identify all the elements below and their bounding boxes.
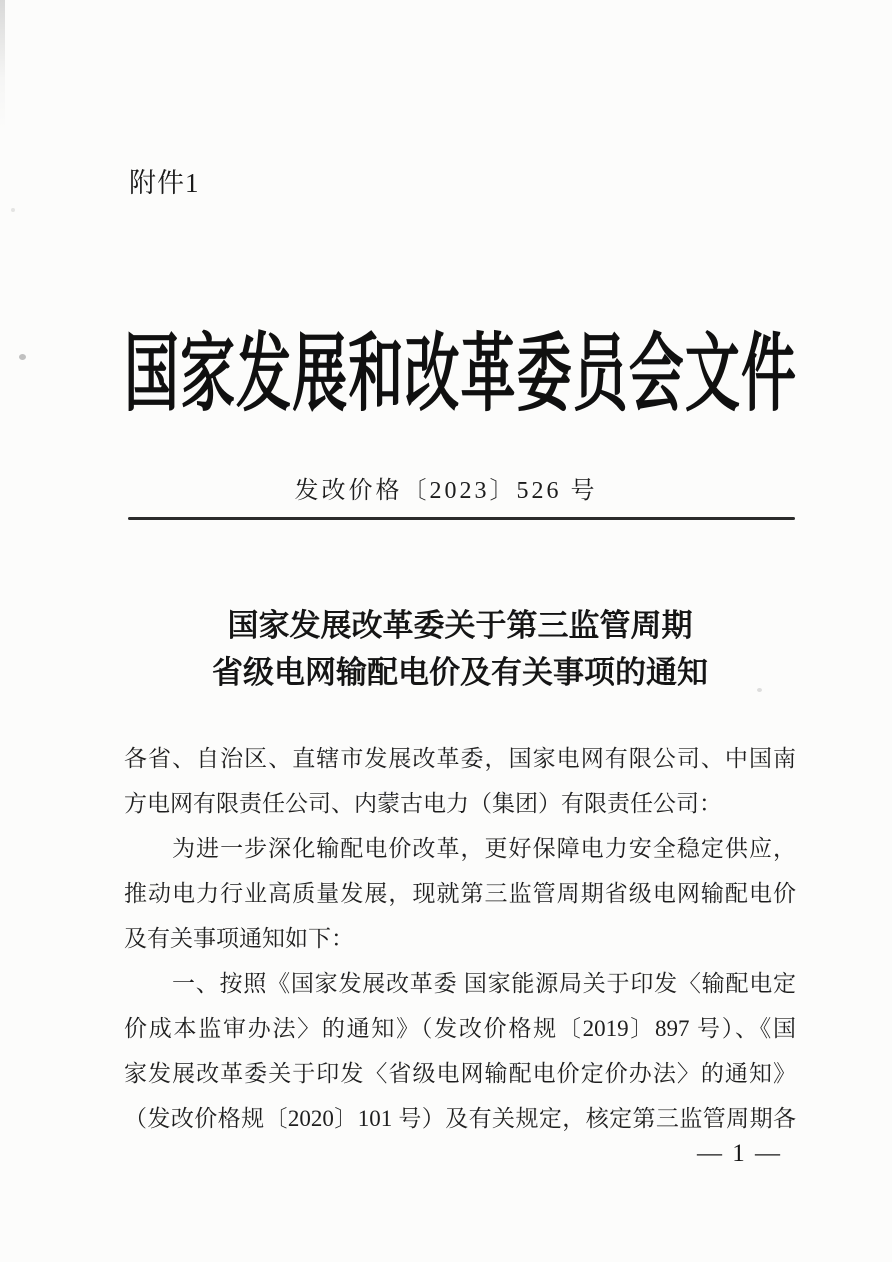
body-line: 为进一步深化输配电价改革，更好保障电力安全稳定供应，	[172, 836, 796, 861]
body-line: （发改价格规〔2020〕101 号）及有关规定，核定第三监管周期各	[124, 1106, 796, 1131]
body-line: 家发展改革委关于印发〈省级电网输配电价定价办法〉的通知》	[124, 1061, 796, 1086]
body-line: 一、按照《国家发展改革委 国家能源局关于印发〈输配电定	[172, 971, 796, 996]
agency-header-title: 国家发展和改革委员会文件	[124, 327, 796, 422]
page-number: — 1 —	[697, 1140, 782, 1167]
body-line: 方电网有限责任公司、内蒙古电力（集团）有限责任公司：	[124, 791, 722, 816]
scan-smudge	[0, 0, 5, 130]
body-line: 及有关事项通知如下：	[124, 926, 354, 951]
body-line: 价成本监审办法〉的通知》（发改价格规〔2019〕897 号）、《国	[124, 1016, 796, 1041]
notice-title-line1: 国家发展改革委关于第三监管周期	[227, 608, 693, 643]
scan-speck	[19, 354, 26, 360]
document-body	[124, 736, 796, 1141]
attachment-label: 附件1	[129, 168, 200, 198]
document-number: 发改价格〔2023〕526 号	[294, 478, 598, 504]
body-line: 各省、自治区、直辖市发展改革委，国家电网有限公司、中国南	[124, 746, 796, 771]
notice-title	[124, 602, 796, 696]
header-divider-line	[128, 517, 795, 520]
notice-title-line2: 省级电网输配电价及有关事项的通知	[212, 655, 708, 690]
body-line: 推动电力行业高质量发展，现就第三监管周期省级电网输配电价	[124, 881, 796, 906]
scan-speck	[11, 208, 15, 212]
